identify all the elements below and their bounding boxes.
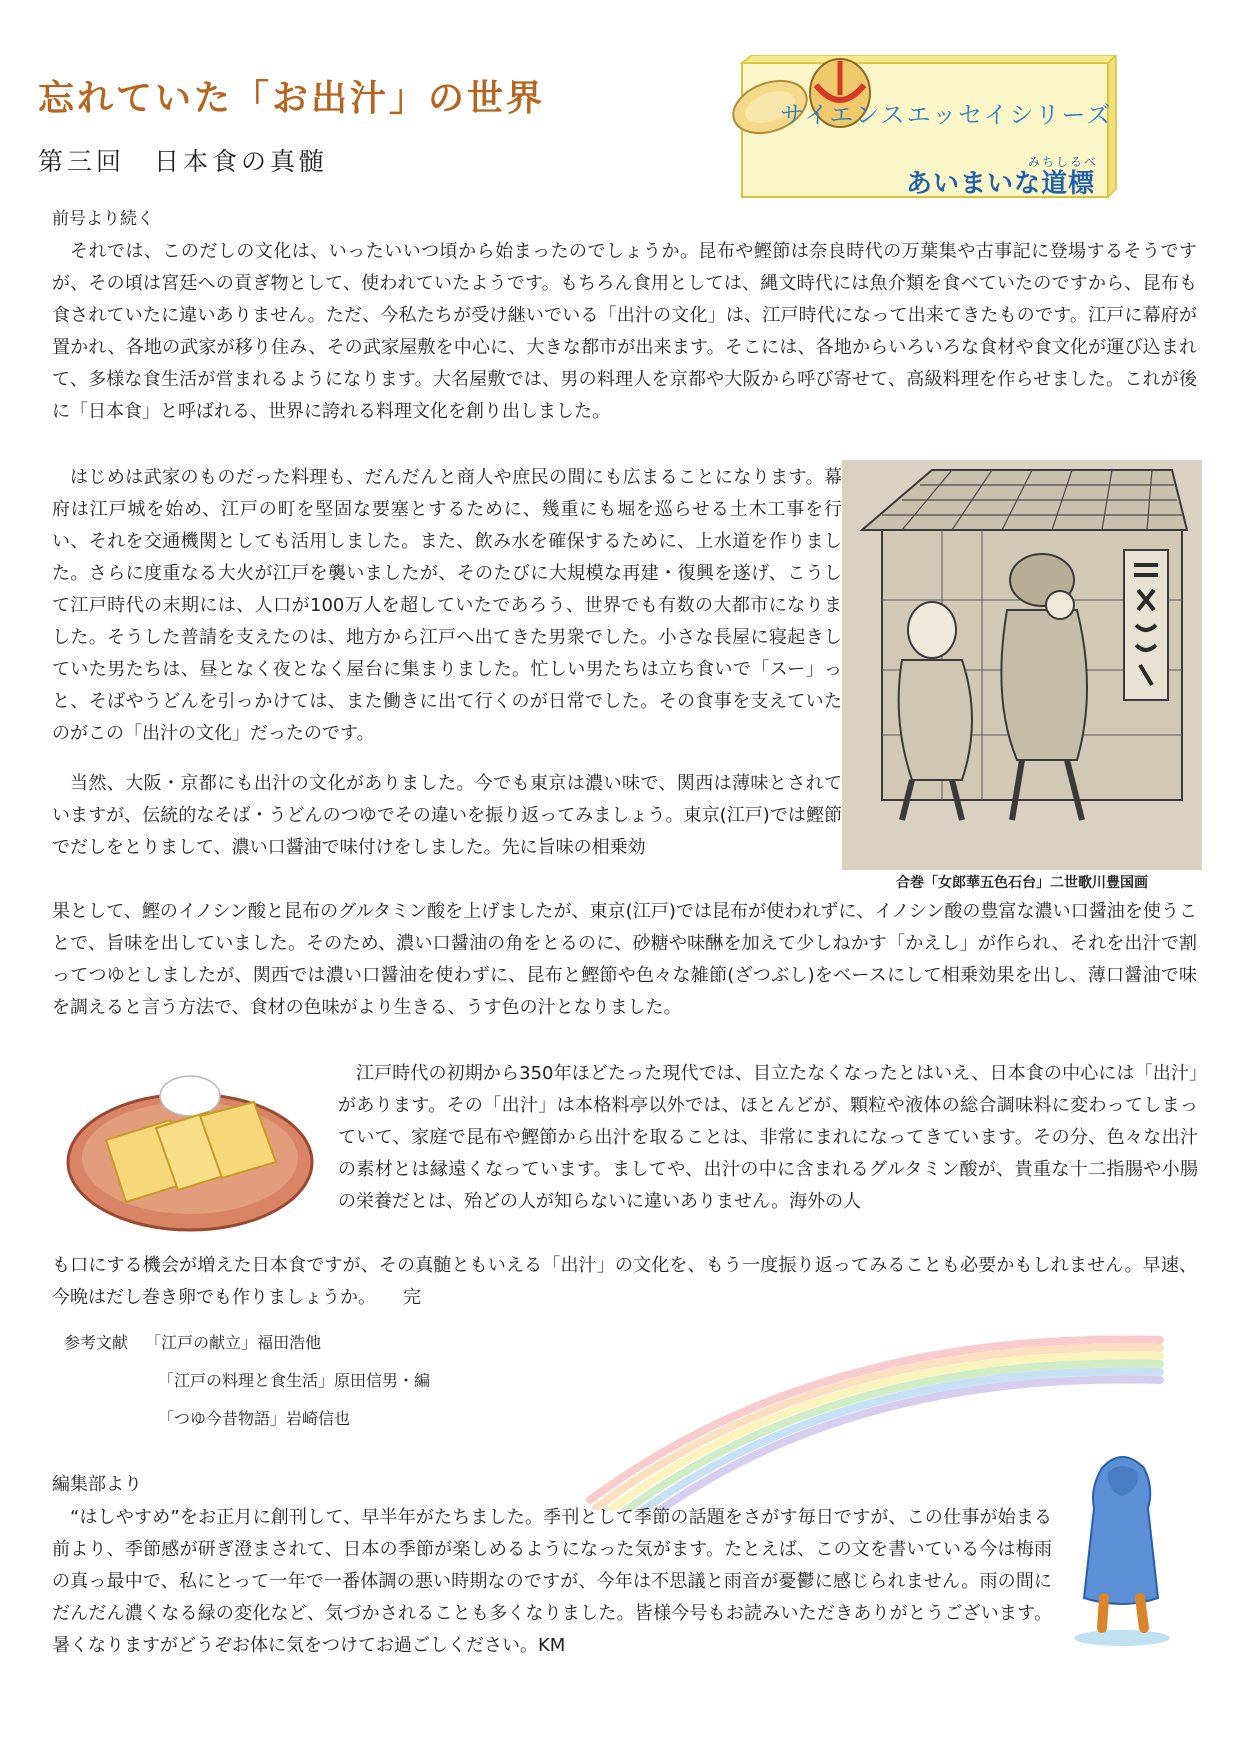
dashimaki-tamago-drawing <box>60 1062 320 1242</box>
child-in-raincoat-illustration <box>1062 1448 1182 1652</box>
paragraph-2: はじめは武家のものだった料理も、だんだんと商人や庶民の間にも広まることになります。幕府は江戸城を始め、江戸の町を堅固な要塞とするために、幾重にも堀を巡らせる土木工事を行い、それを交通機関としても活用しました。また、飲み水を確保するために、上水道を作りました。さらに度重なる大火が江戸を襲いましたが、そのたびに大規模な再建・復興を遂げ、こうして江戸時代の末期には、人口が100万人を超していたであろう、世界でも有数の大都市になりました。そうした普請を支えたのは、地方から江戸へ出てきた男衆でした。小さな長屋に寝起きしていた男たちは、昼となく夜となく屋台に集まりました。忙しい男たちは立ち食いで「スー」っと、そばやうどんを引っかけては、また働きに出て行くのが日常でした。その食事を支えていたのがこの「出汁の文化」だったのです。 <box>52 467 842 744</box>
references-label: 参考文献 <box>64 1333 129 1352</box>
references <box>64 1324 430 1438</box>
editor-heading: 編集部より <box>52 1474 142 1495</box>
series-ruby: みちしるべ <box>1028 155 1099 169</box>
paragraph-4-part-2: も口にする機会が増えた日本食ですが、その真髄ともいえる「出汁」の文化を、もう一度振り返ってみることも必要かもしれません。早速、今晩はだし巻き卵でも作りましょうか。 完 <box>52 1255 1197 1308</box>
lead-in: 前号より続く <box>52 209 154 229</box>
paragraph-3-part-1: 当然、大阪・京都にも出汁の文化がありました。今でも東京は濃い味で、関西は薄味とされていますが、伝統的なそば・うどんのつゆでその違いを振り返ってみましょう。東京(江戸)では鰹節でだしをとりまして、濃い口醤油で味付けをしました。先に旨味の相乗効 <box>52 773 842 858</box>
dashimaki-illustration <box>60 1062 320 1246</box>
editor-note: “はしやすめ”をお正月に創刊して、早半年がたちました。季刊として季節の話題をさがす毎日ですが、この仕事が始まる前より、季節感が研ぎ澄まされて、日本の季節が楽しめるようになった気がます。たとえば、この文を書いている今は梅雨の真っ最中で、私にとって一年で一番体調の悪い時期なのですが、今年は不思議と雨音が憂鬱に感じられません。雨の間にだんだん濃くなる緑の変化など、気づかされることも多くなりました。皆様今号もお読みいただきありがとうございます。暑くなりますがどうぞお体に気をつけてお過ごしください。KM <box>52 1507 1052 1656</box>
article-subtitle: 第三回 日本食の真髄 <box>38 147 329 176</box>
reference-row-1 <box>64 1324 430 1362</box>
reference-item: 「江戸の献立」福田浩他 <box>145 1333 322 1352</box>
reference-item: 「江戸の料理と食生活」原田信男・編 <box>158 1371 431 1390</box>
reference-row-3 <box>64 1400 430 1438</box>
paragraph-3-part-2: 果として、鰹のイノシン酸と昆布のグルタミン酸を上げましたが、東京(江戸)では昆布が使われずに、イノシン酸の豊富な濃い口醤油を使うことで、旨味を出していました。そのため、濃い口醤油の角をとるのに、砂糖や味醂を加えて少しねかす「かえし」が作られ、それを出汁で割ってつゆとしましたが、関西では濃い口醤油を使わずに、昆布と鰹節や色々な雑節(ざつぶし)をベースにして相乗効果を出し、薄口醤油で味を調えると言う方法で、食材の色味がより生きる、うす色の汁となりました。 <box>52 901 1197 1018</box>
series-name: あいまいな道標 <box>906 169 1096 199</box>
child-raincoat-drawing <box>1062 1448 1182 1648</box>
woodcut-caption: 合巻「女郎華五色石台」二世歌川豊国画 <box>896 875 1148 891</box>
reference-row-2 <box>64 1362 430 1400</box>
series-banner <box>728 55 1118 205</box>
paragraph-1: それでは、このだしの文化は、いったいいつ頃から始まったのでしょうか。昆布や鰹節は奈良時代の万葉集や古事記に登場するそうですが、その頃は宮廷への貢ぎ物として、使われていたようです。もちろん食用としては、縄文時代には魚介類を食べていたのですから、昆布も食されていたに違いありません。ただ、今私たちが受け継いでいる「出汁の文化」は、江戸時代になって出来てきたものです。江戸に幕府が置かれ、各地の武家が移り住み、その武家屋敷を中心に、大きな都市が出来ます。そこには、各地からいろいろな食材や食文化が運び込まれて、多様な食生活が営まれるようになります。大名屋敷では、男の料理人を京都や大阪から呼び寄せて、高級料理を作らせました。これが後に「日本食」と呼ばれる、世界に誇れる料理文化を創り出しました。 <box>52 241 1197 422</box>
soba-stall-woodcut <box>842 460 1202 870</box>
reference-item: 「つゆ今昔物語」岩崎信也 <box>158 1409 351 1428</box>
woodcut-illustration <box>842 460 1202 870</box>
paragraph-4-part-1: 江戸時代の初期から350年ほどたった現代では、目立たなくなったとはいえ、日本食の中心には「出汁」があります。その「出汁」は本格料亭以外では、ほとんどが、顆粒や液体の総合調味料に変わってしまっていて、家庭で昆布や鰹節から出汁を取ることは、非常にまれになってきています。その分、色々な出汁の素材とは縁遠くなっています。ましてや、出汁の中に含まれるグルタミン酸が、貴重な十二指腸や小腸の栄養だとは、殆どの人が知らないに違いありません。海外の人 <box>338 1063 1198 1212</box>
article-title: 忘れていた「お出汁」の世界 <box>38 78 546 119</box>
series-label: サイエンスエッセイシリーズ <box>780 101 1113 129</box>
